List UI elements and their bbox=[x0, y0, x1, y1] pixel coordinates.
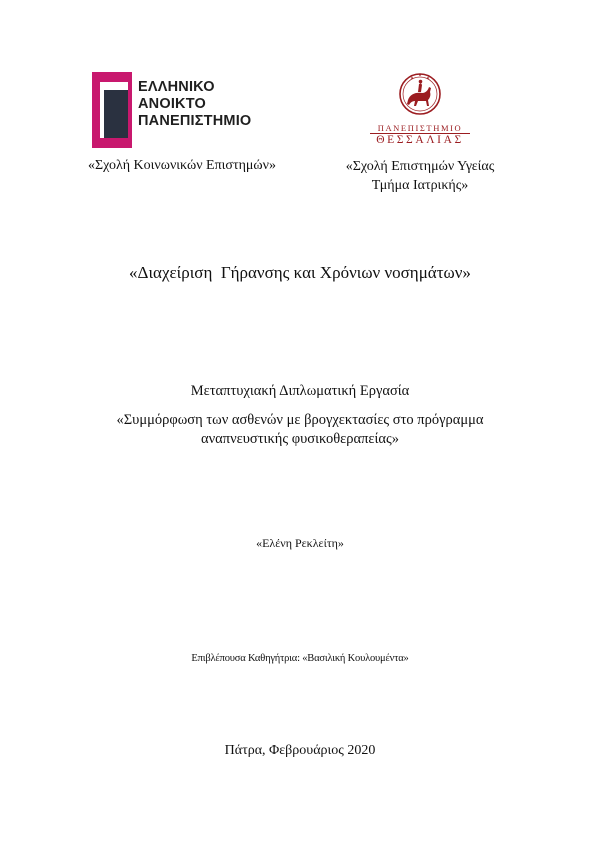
school-right-line-1: «Σχολή Επιστημών Υγείας bbox=[345, 159, 495, 174]
program-title: «Διαχείριση Γήρανσης και Χρόνιων νοσημάτων» bbox=[129, 263, 471, 282]
thesis-title-line-2: αναπνευστικής φυσικοθεραπείας» bbox=[201, 431, 399, 447]
thesis-type: Μεταπτυχιακή Διπλωματική Εργασία bbox=[190, 383, 410, 399]
eap-logo-line-2: ΑΝΟΙΚΤΟ bbox=[138, 96, 206, 112]
eap-logo-icon bbox=[92, 72, 132, 148]
eap-logo-line-3: ΠΑΝΕΠΙΣΤΗΜΙΟ bbox=[138, 113, 252, 129]
eap-logo-line-1: ΕΛΛΗΝΙΚΟ bbox=[138, 79, 215, 95]
eap-logo bbox=[92, 72, 280, 148]
horse-rider-emblem-icon bbox=[398, 70, 442, 118]
school-right-line-2: Τμήμα Ιατρικής» bbox=[371, 178, 469, 193]
eap-logo-text bbox=[138, 79, 251, 130]
school-right bbox=[320, 157, 520, 195]
uth-logo bbox=[362, 70, 478, 150]
thesis-title bbox=[70, 411, 530, 449]
author-name: «Ελένη Ρεκλείτη» bbox=[256, 536, 344, 550]
uth-logo-line-1: ΠΑΝΕΠΙΣΤΗΜΙΟ bbox=[377, 123, 463, 133]
supervisor: Επιβλέπουσα Καθηγήτρια: «Βασιλική Κουλουμέντα» bbox=[191, 653, 409, 664]
school-left: «Σχολή Κοινωνικών Επιστημών» bbox=[88, 158, 276, 173]
place-date: Πάτρα, Φεβρουάριος 2020 bbox=[224, 743, 376, 758]
uth-logo-line-2: ΘΕΣΣΑΛΙΑΣ bbox=[376, 134, 464, 146]
thesis-title-line-1: «Συμμόρφωση των ασθενών με βρογχεκτασίες στο πρόγραμμα bbox=[116, 412, 484, 428]
